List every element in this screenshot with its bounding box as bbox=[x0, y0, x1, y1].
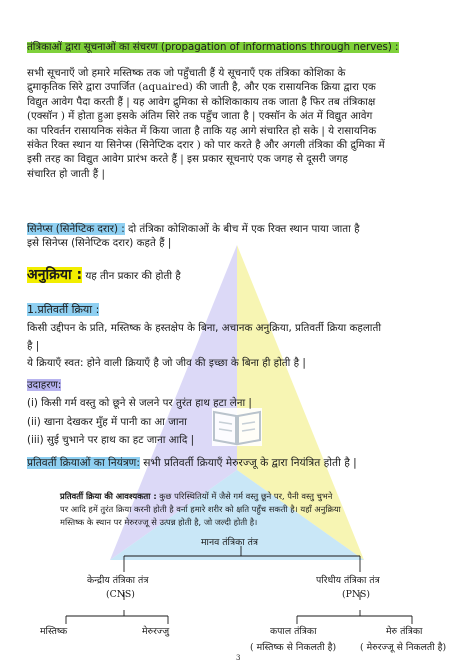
paragraph-line: का परिवर्तन रासायनिक संकेत में किया जाता है ताकि यह आगे संचारित हो सके | ये रासायनिक bbox=[27, 124, 377, 137]
necessity-text: पर आदि हमें तुरंत क्रिया करनी होती है वर्ना हमारे शरीर को क्षति पहुँच सकती है। यहाँ अनुक्रिया bbox=[60, 504, 341, 514]
necessity-title: प्रतिवर्ती क्रिया की आवश्यकता : bbox=[60, 491, 157, 501]
paragraph-line: विद्युत आवेग पैदा करती हैं | यह आवेग द्रुमिका से कोशिकाकाय तक जाता है फिर तब तंत्रिकाक्ष bbox=[27, 95, 376, 108]
flow-cns: केन्द्रीय तंत्रिका तंत्र bbox=[87, 575, 149, 586]
synapse-text: दो तंत्रिका कोशिकाओं के बीच में एक रिक्त स्थान पाया जाता है bbox=[124, 223, 360, 235]
example-item: (i) किसी गर्म वस्तु को छूने से जलने पर तुरंत हाथ हटा लेना | bbox=[27, 397, 252, 410]
paragraph-line: सभी सूचनाएँ जो हमारे मस्तिष्क तक जो पहुँचाती हैं ये सूचनाएँ एक तंत्रिका कोशिका के bbox=[27, 67, 346, 79]
synapse-text-line2: इसे सिनेप्स (सिनेप्टिक दरार) कहते हैं | bbox=[27, 237, 172, 250]
flow-pns-abbr: (PNS) bbox=[342, 589, 371, 600]
paragraph-line: संचारित हो जाती हैं | bbox=[27, 167, 105, 180]
necessity-text: कुछ परिस्थितियों में जैसे गर्म वस्तु छूने पर, पैनी वस्तु चुभने bbox=[156, 491, 333, 501]
flow-spinal-cord: मेरुरज्जु bbox=[142, 626, 170, 637]
control-term: प्रतिवर्ती क्रियाओं का नियंत्रण: bbox=[27, 457, 140, 469]
flow-brain: मस्तिष्क bbox=[40, 626, 68, 637]
paragraph-line: संकेत रिक्त स्थान या सिनेप्स (सिनेप्टिक दरार ) को पार करते है और अगली तंत्रिका की द्रुमिका में bbox=[27, 139, 385, 152]
synapse-term: सिनेप्स (सिनेप्टिक दरार) : bbox=[27, 223, 125, 235]
flow-spinal-note: ( मेरुरज्जू से निकलती है) bbox=[360, 642, 447, 653]
flow-cns-abbr: (CNS) bbox=[106, 589, 135, 600]
paragraph-line: (एक्सॉन ) में होता हुआ इसके अंतिम सिरे तक पहुँच जाता है | एक्सॉन के अंत में विद्युत आवेग bbox=[27, 110, 373, 123]
reflex-line: है | bbox=[27, 339, 40, 352]
page-number: 3 bbox=[236, 654, 241, 662]
reflex-heading: 1.प्रतिवर्ती क्रिया : bbox=[27, 303, 100, 316]
flow-root: मानव तंत्रिका तंत्र bbox=[201, 537, 259, 548]
example-item: (ii) खाना देखकर मुँह में पानी का आ जाना bbox=[27, 415, 187, 428]
section-heading-propagation: तंत्रिकाओं द्वारा सूचनाओं का संचरण (propagation of informations through nerves) : bbox=[27, 42, 399, 53]
necessity-text: मस्तिष्क के स्थान पर मेरुरज्जू से उत्पन्न होती है, जो जल्दी होती है। bbox=[60, 517, 258, 527]
paragraph-line: इसी तरह का विद्युत आवेग प्रारंभ करते हैं | इस प्रकार सूचनाएं एक जगह से दूसरी जगह bbox=[27, 153, 348, 166]
response-text: यह तीन प्रकार की होती है bbox=[82, 270, 181, 282]
example-item: (iii) सुई चुभाने पर हाथ का हट जाना आदि | bbox=[27, 434, 195, 447]
flow-cranial-note: ( मस्तिष्क से निकलती है) bbox=[250, 642, 337, 653]
flow-pns: परिधीय तंत्रिका तंत्र bbox=[316, 575, 380, 586]
paragraph-line: द्रुमाकृतिक सिरे द्वारा उपार्जित (aquaired) की जाती है, और एक रासायनिक क्रिया द्वारा एक bbox=[27, 81, 376, 94]
examples-heading: उदाहरण: bbox=[27, 379, 62, 391]
response-term: अनुक्रिया : bbox=[27, 267, 83, 283]
flow-cranial-nerve: कपाल तंत्रिका bbox=[270, 626, 317, 637]
reflex-line: ये क्रियाएँ स्वत: होने वाली क्रियाएँ है जो जीव की इच्छा के बिना ही होती है | bbox=[27, 357, 306, 370]
flow-spinal-nerve: मेरु तंत्रिका bbox=[386, 626, 423, 637]
control-text: सभी प्रतिवर्ती क्रियाएँ मेरुरज्जू के द्वारा नियंत्रित होती है | bbox=[139, 457, 357, 469]
reflex-line: किसी उद्दीपन के प्रति, मस्तिष्क के हस्तक्षेप के बिना, अचानक अनुक्रिया, प्रतिवर्ती क्रिया कहलाती bbox=[27, 322, 382, 335]
